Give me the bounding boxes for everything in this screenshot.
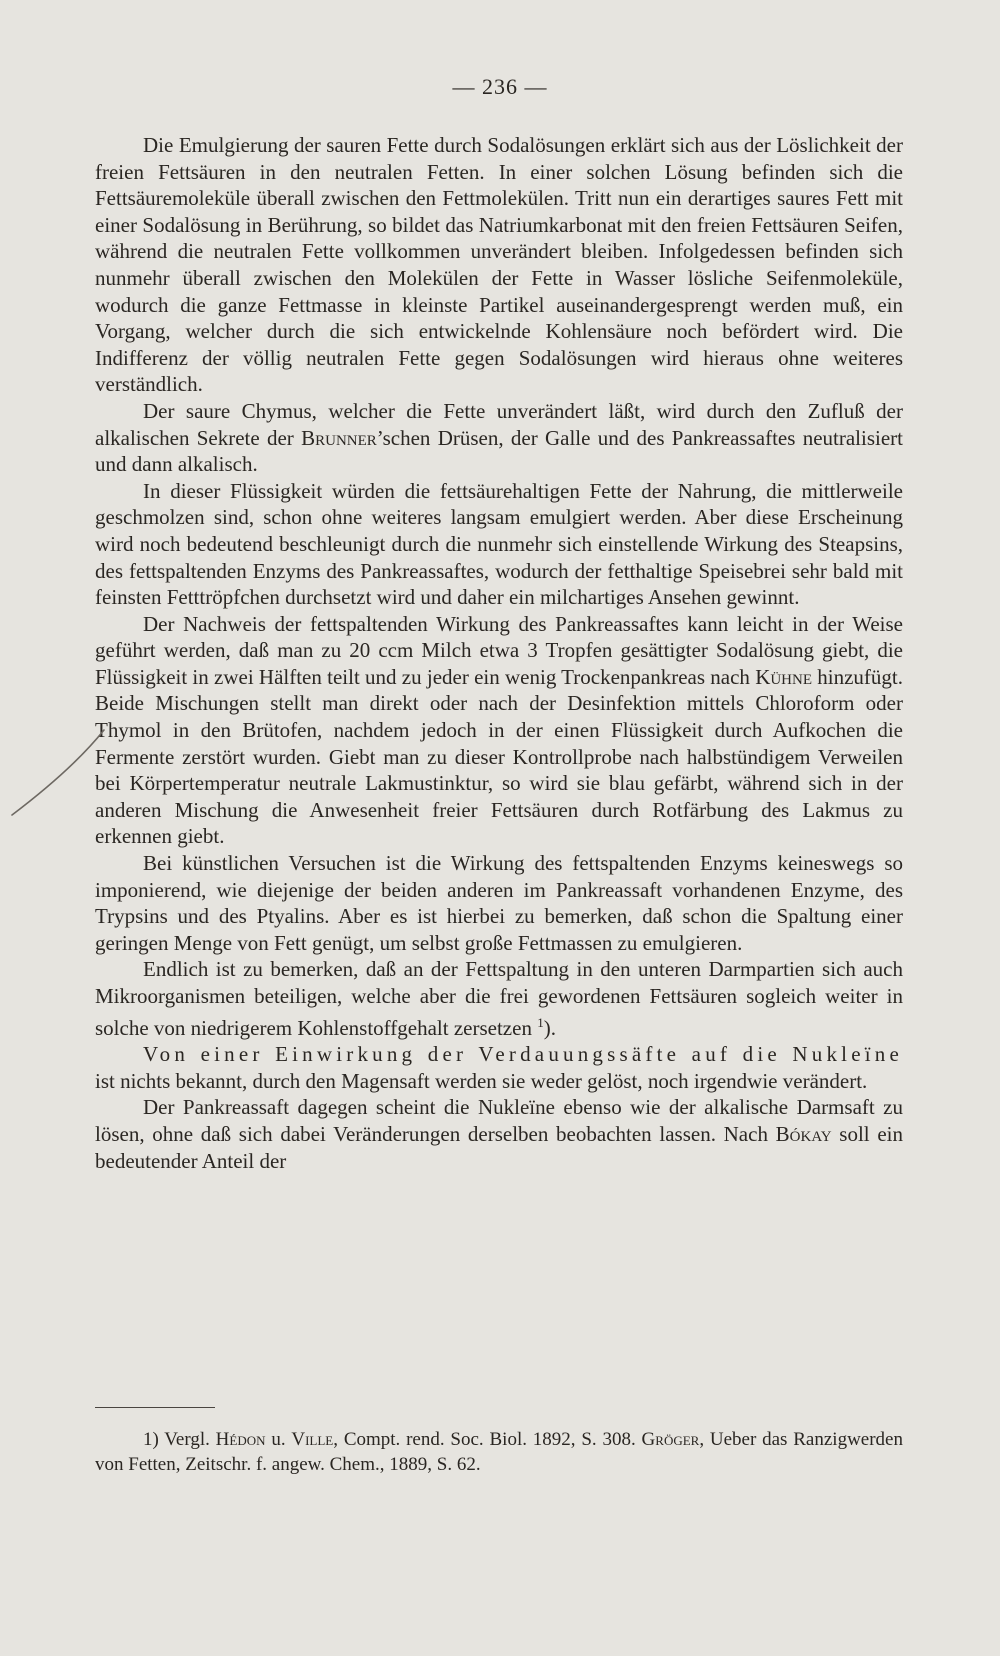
text-run: ). bbox=[543, 1015, 556, 1040]
paragraph bbox=[95, 850, 903, 956]
paragraph bbox=[95, 1094, 903, 1174]
text-run: In dieser Flüssigkeit würden die fettsäurehaltigen Fette der Nahrung, die mittlerweile geschmolzen sind, schon ohne weiteres langsam emulgiert werden. Aber diese Erscheinung wird noch bedeutend beschleunigt durch die nunmehr sich einstellende Wirkung des Steapsins, des fettspaltenden Enzyms des Pankreassaftes, wodurch der fetthaltige Speisebrei sehr bald mit feinsten Fetttröpfchen durchsetzt wird und daher ein milchartiges Ansehen gewinnt. bbox=[95, 478, 903, 610]
paragraph bbox=[95, 398, 903, 478]
paragraph bbox=[95, 132, 903, 398]
footnote-marker: 1 bbox=[537, 1014, 544, 1030]
text-run: , Compt. rend. Soc. Biol. 1892, S. 308. bbox=[333, 1429, 642, 1450]
paragraph bbox=[95, 611, 903, 850]
author-name: Ville bbox=[291, 1429, 334, 1450]
paragraph bbox=[95, 478, 903, 611]
text-run: Bei künstlichen Versuchen ist die Wirkung des fettspaltenden Enzyms keineswegs so imponierend, wie diejenige der beiden anderen im Pankreassaft vorhandenen Enzyme, des Trypsins und des Ptyalins. Aber es ist hierbei zu bemerken, daß schon die Spaltung einer geringen Menge von Fett genügt, um selbst große Fettmassen zu emulgieren. bbox=[95, 851, 903, 955]
text-run: hinzufügt. Beide Mischungen stellt man direkt oder nach der Desinfektion mittels Chloroform oder Thymol in den Brütofen, nachdem jedoch in der einen Flüssigkeit durch Aufkochen die Fermente zerstört wurden. Giebt man zu dieser Kontrollprobe nach halbstündigem Verweilen bei Körpertemperatur neutrale Lakmustinktur, so wird sie blau gefärbt, während sich in der anderen Mischung die Anwesenheit freier Fettsäuren durch Rotfärbung des Lakmus zu erkennen giebt. bbox=[95, 664, 903, 849]
body-text bbox=[95, 132, 903, 1174]
author-name: Gröger bbox=[641, 1429, 700, 1450]
page-number: — 236 — bbox=[452, 74, 548, 99]
text-run: u. bbox=[265, 1429, 292, 1450]
footnote-rule bbox=[95, 1407, 215, 1408]
author-name: Hédon bbox=[215, 1429, 266, 1450]
paragraph bbox=[95, 1041, 903, 1094]
text-run: , Ueber das Ranzigwerden von Fetten, Zeitschr. f. angew. Chem., 1889, S. 62. bbox=[95, 1429, 903, 1475]
emphasis-spaced: Von einer Einwirkung der Verdauungssäfte auf die Nukleïne bbox=[143, 1042, 903, 1067]
author-name: Kühne bbox=[755, 664, 813, 689]
author-name: Brunner bbox=[301, 425, 377, 450]
footnote bbox=[95, 1428, 903, 1477]
text-run: soll ein bedeutender Anteil der bbox=[95, 1121, 903, 1173]
text-run: ’schen Drüsen, der Galle und des Pankreassaftes neutralisiert und dann alkalisch. bbox=[95, 425, 903, 477]
text-run: Die Emulgierung der sauren Fette durch Sodalösungen erklärt sich aus der Löslichkeit der freien Fettsäuren in den neutralen Fetten. In einer solchen Lösung befinden sich die Fettsäuremoleküle überall zwischen den Fettmolekülen. Tritt nun ein derartiges saures Fett mit einer Sodalösung in Berührung, so bildet das Natriumkarbonat mit den freien Fettsäuren Seifen, während die neutralen Fette vollkommen unverändert bleiben. Infolgedessen befinden sich nunmehr überall zwischen den Molekülen der Fette in Wasser lösliche Seifenmoleküle, wodurch die ganze Fettmasse in kleinste Partikel auseinandergesprengt werden muß, ein Vorgang, welcher durch die sich entwickelnde Kohlensäure noch befördert wird. Die Indifferenz der völlig neutralen Fette gegen Sodalösungen wird hieraus ohne weiteres verständlich. bbox=[95, 133, 903, 397]
text-run: Der Pankreassaft dagegen scheint die Nukleïne ebenso wie der alkalische Darmsaft zu lösen, ohne daß sich dabei Veränderungen derselben beobachten lassen. Nach bbox=[95, 1095, 903, 1146]
author-name: Bókay bbox=[775, 1121, 832, 1146]
text-run: Der Nachweis der fettspaltenden Wirkung des Pankreassaftes kann leicht in der Weise geführt werden, daß man zu 20 ccm Milch etwa 3 Tropfen gesättigter Sodalösung giebt, die Flüssigkeit in zwei Hälften teilt und zu jeder ein wenig Trockenpankreas nach bbox=[95, 611, 903, 689]
text-run: Der saure Chymus, welcher die Fette unverändert läßt, wird durch den Zufluß der alkalischen Sekrete der bbox=[95, 398, 903, 450]
paragraph bbox=[95, 956, 903, 1041]
text-run: Endlich ist zu bemerken, daß an der Fettspaltung in den unteren Darmpartien sich auch Mikroorganismen beteiligen, welche aber die frei gewordenen Fettsäuren sogleich weiter in solche von niedrigerem Kohlenstoffgehalt zersetzen bbox=[95, 957, 903, 1040]
text-run: 1) Vergl. bbox=[143, 1429, 216, 1450]
text-run: ist nichts bekannt, durch den Magensaft werden sie weder gelöst, noch irgendwie verändert. bbox=[95, 1068, 868, 1093]
